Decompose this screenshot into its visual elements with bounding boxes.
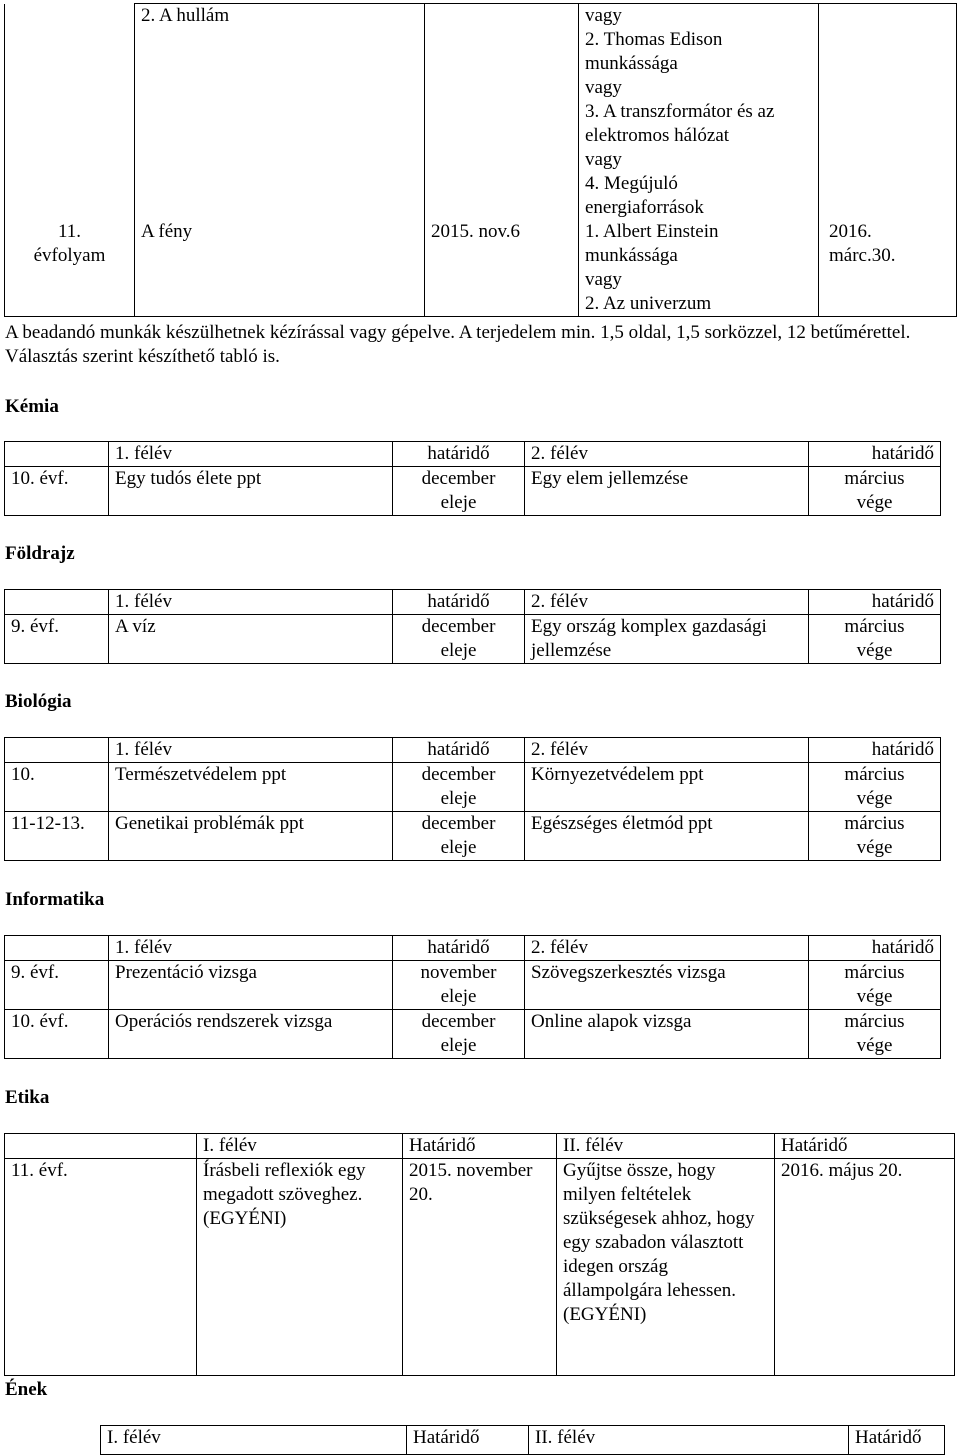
- table-cell: Egy tudós élete ppt: [109, 467, 393, 516]
- table-cell: december eleje: [393, 467, 525, 516]
- table-header-cell: 1. félév: [109, 590, 393, 615]
- kemia-table: [4, 441, 941, 516]
- table-header-cell: határidő: [809, 936, 941, 961]
- table-cell: december eleje: [393, 812, 525, 861]
- table-header-cell: II. félév: [557, 1134, 775, 1159]
- table-header-cell: Határidő: [407, 1426, 529, 1455]
- table-cell: március vége: [809, 1010, 941, 1059]
- table-row: [5, 220, 957, 317]
- table-header-cell: határidő: [393, 442, 525, 467]
- table-header-cell: határidő: [393, 590, 525, 615]
- table-cell: Operációs rendszerek vizsga: [109, 1010, 393, 1059]
- table-cell: március vége: [809, 467, 941, 516]
- table-row: [5, 615, 941, 664]
- table-header-cell: [5, 442, 109, 467]
- table-header-cell: [5, 1134, 197, 1159]
- table-header-cell: I. félév: [101, 1426, 407, 1455]
- cell-line: 11.: [57, 221, 82, 242]
- table-header-cell: Határidő: [775, 1134, 955, 1159]
- table-cell: március vége: [809, 615, 941, 664]
- table-header-cell: 1. félév: [109, 738, 393, 763]
- cell-line: vagy: [585, 5, 622, 26]
- table-cell: Környezetvédelem ppt: [525, 763, 809, 812]
- table-header-row: [101, 1426, 945, 1455]
- table-cell: Egészséges életmód ppt: [525, 812, 809, 861]
- table-header-cell: I. félév: [197, 1134, 403, 1159]
- section-title-biologia: Biológia: [5, 691, 72, 712]
- table-cell: 2016. május 20.: [775, 1159, 955, 1376]
- table-cell: [579, 4, 819, 221]
- table-header-cell: határidő: [809, 442, 941, 467]
- cell-line: 2. Az univerzum: [585, 293, 712, 314]
- table-cell: december eleje: [393, 763, 525, 812]
- table-header-cell: 2. félév: [525, 590, 809, 615]
- foldrajz-table: [4, 589, 941, 664]
- table-header-row: [5, 590, 941, 615]
- biologia-table: [4, 737, 941, 861]
- table-cell: 10. évf.: [5, 1010, 109, 1059]
- table-header-cell: 2. félév: [525, 738, 809, 763]
- table-cell: Prezentáció vizsga: [109, 961, 393, 1010]
- cell-line: 4. Megújuló: [585, 173, 678, 194]
- table-header-cell: II. félév: [529, 1426, 849, 1455]
- section-title-informatika: Informatika: [5, 889, 105, 910]
- table-row: [5, 467, 941, 516]
- table-header-cell: 2. félév: [525, 936, 809, 961]
- table-cell: Természetvédelem ppt: [109, 763, 393, 812]
- table-header-cell: Határidő: [403, 1134, 557, 1159]
- table-cell: 11-12-13.: [5, 812, 109, 861]
- table-cell: november eleje: [393, 961, 525, 1010]
- table-cell: december eleje: [393, 615, 525, 664]
- table-cell: 2. A hullám: [135, 4, 425, 221]
- table-cell: [579, 220, 819, 317]
- table-cell: 10. évf.: [5, 467, 109, 516]
- table-cell: [819, 4, 957, 221]
- table-cell: 9. évf.: [5, 961, 109, 1010]
- table-cell: december eleje: [393, 1010, 525, 1059]
- table-header-row: [5, 738, 941, 763]
- table-cell: Egy elem jellemzése: [525, 467, 809, 516]
- enek-table: [100, 1425, 945, 1455]
- table-cell: [819, 220, 957, 317]
- cell-line: vagy: [585, 149, 622, 170]
- table-header-cell: [5, 738, 109, 763]
- cell-line: munkássága: [585, 53, 678, 74]
- table-cell: Írásbeli reflexiók egy megadott szöveghez. (EGYÉNI): [197, 1159, 403, 1376]
- table-row: [5, 4, 957, 221]
- table-header-cell: 1. félév: [109, 442, 393, 467]
- cell-line: vagy: [585, 269, 622, 290]
- cell-line: vagy: [585, 77, 622, 98]
- table-header-cell: 1. félév: [109, 936, 393, 961]
- table-header-cell: határidő: [393, 738, 525, 763]
- table-cell: március vége: [809, 763, 941, 812]
- table-cell: 2015. november 20.: [403, 1159, 557, 1376]
- cell-line: 1. Albert Einstein: [585, 221, 719, 242]
- table-header-row: [5, 1134, 955, 1159]
- table-cell: Egy ország komplex gazdasági jellemzése: [525, 615, 809, 664]
- section-title-foldrajz: Földrajz: [5, 543, 75, 564]
- table-row: [5, 1159, 955, 1376]
- table-cell: [5, 220, 135, 317]
- table-cell: Gyűjtse össze, hogy milyen feltételek szükségesek ahhoz, hogy egy szabadon választott idegen ország állampolgára lehessen. (EGYÉNI): [557, 1159, 775, 1376]
- section-title-enek: Ének: [5, 1379, 48, 1400]
- table-header-row: [5, 936, 941, 961]
- table-header-cell: 2. félév: [525, 442, 809, 467]
- table-cell: március vége: [809, 961, 941, 1010]
- cell-line: 2. Thomas Edison: [585, 29, 723, 50]
- fizika-note: A beadandó munkák készülhetnek kézírással vagy gépelve. A terjedelem min. 1,5 oldal, 1,5 sorközzel, 12 betűmérettel. Választás szerint készíthető tabló is.: [5, 322, 911, 367]
- cell-line: elektromos hálózat: [585, 125, 730, 146]
- table-cell: 10.: [5, 763, 109, 812]
- informatika-table: [4, 935, 941, 1059]
- table-cell: A víz: [109, 615, 393, 664]
- table-row: [5, 961, 941, 1010]
- table-cell: Genetikai problémák ppt: [109, 812, 393, 861]
- cell-line: évfolyam: [33, 245, 106, 266]
- cell-line: 2016.: [829, 221, 872, 242]
- table-header-cell: határidő: [809, 738, 941, 763]
- etika-table: [4, 1133, 955, 1376]
- table-cell: [5, 4, 135, 221]
- table-row: [5, 1010, 941, 1059]
- section-title-etika: Etika: [5, 1087, 50, 1108]
- table-row: [5, 812, 941, 861]
- table-cell: 2015. nov.6: [425, 220, 579, 317]
- table-cell: A fény: [135, 220, 425, 317]
- section-title-kemia: Kémia: [5, 396, 59, 417]
- fizika-table: [4, 3, 957, 317]
- table-header-cell: Határidő: [849, 1426, 945, 1455]
- table-header-row: [5, 442, 941, 467]
- table-cell: Online alapok vizsga: [525, 1010, 809, 1059]
- cell-line: 3. A transzformátor és az: [585, 101, 775, 122]
- table-row: [5, 763, 941, 812]
- table-header-cell: [5, 936, 109, 961]
- table-cell: 9. évf.: [5, 615, 109, 664]
- cell-line: márc.30.: [829, 245, 896, 266]
- table-header-cell: [5, 590, 109, 615]
- table-cell: [425, 4, 579, 221]
- table-cell: március vége: [809, 812, 941, 861]
- table-header-cell: határidő: [393, 936, 525, 961]
- table-cell: Szövegszerkesztés vizsga: [525, 961, 809, 1010]
- table-header-cell: határidő: [809, 590, 941, 615]
- cell-line: munkássága: [585, 245, 678, 266]
- cell-line: energiaforrások: [585, 197, 704, 218]
- table-cell: 11. évf.: [5, 1159, 197, 1376]
